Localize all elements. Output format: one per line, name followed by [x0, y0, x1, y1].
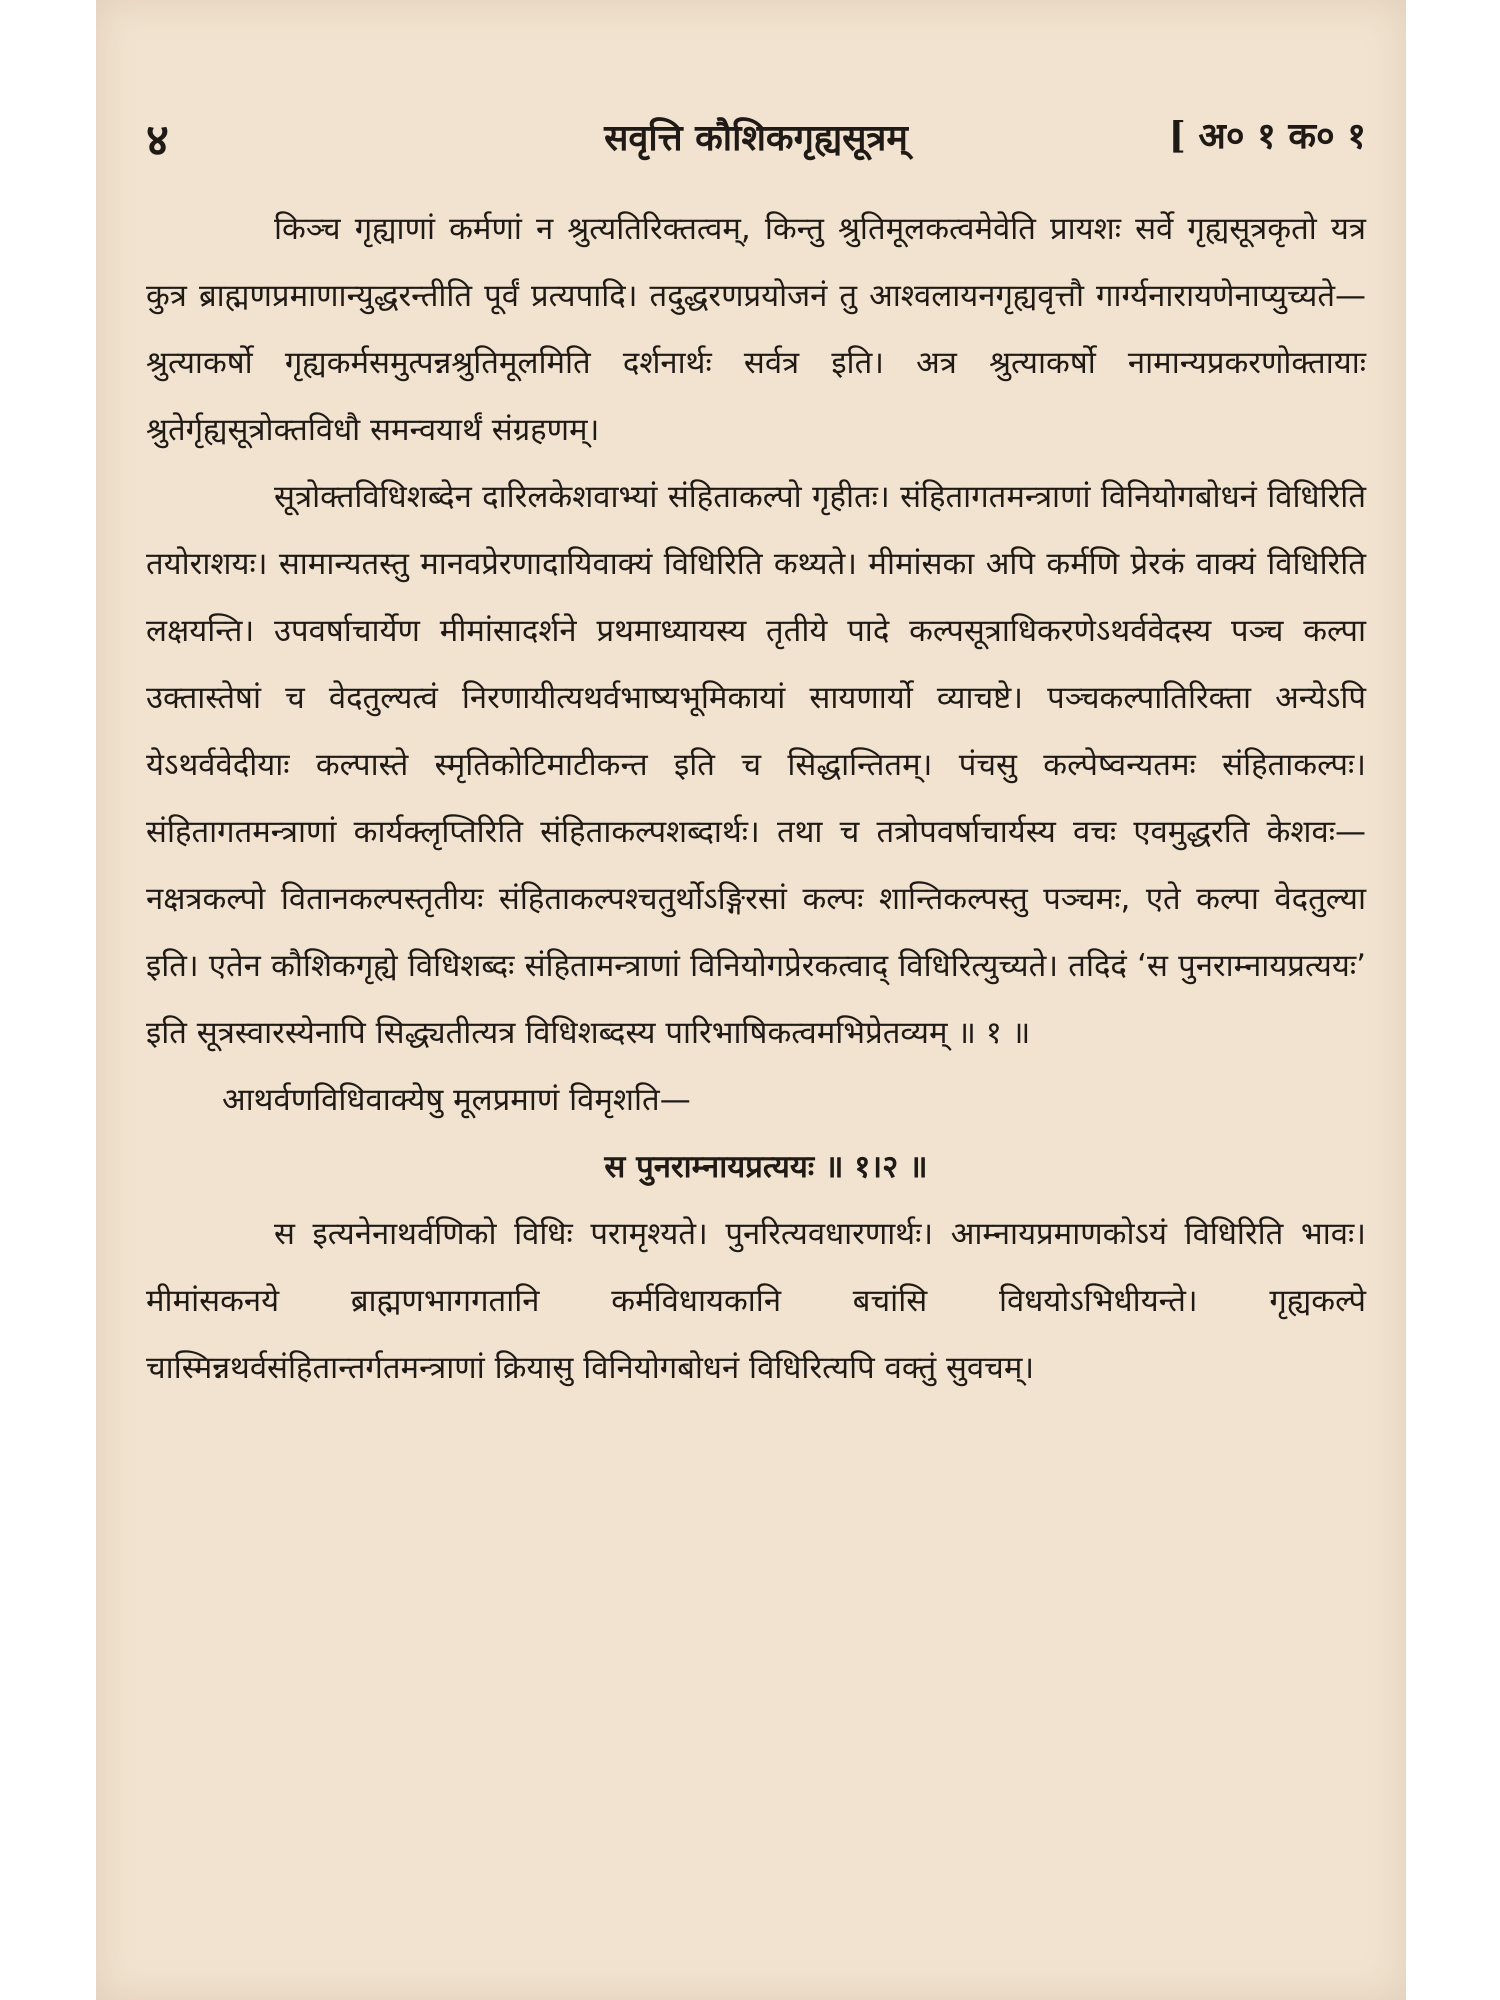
- sutra-introduction: आथर्वणविधिवाक्येषु मूलप्रमाणं विमृशति—: [222, 1082, 691, 1118]
- page-header: [146, 108, 1366, 168]
- book-page: [96, 0, 1406, 2000]
- paragraph-2: सूत्रोक्तविधिशब्देन दारिलकेशवाभ्यां संहिताकल्पो गृहीतः। संहितागतमन्त्राणां विनियोगबोधनं विधिरिति तयोराशयः। सामान्यतस्तु मानवप्रेरणादायिवाक्यं विधिरिति कथ्यते। मीमांसका अपि कर्मणि प्रेरकं वाक्यं विधिरिति लक्षयन्ति। उपवर्षाचार्येण मीमांसादर्शने प्रथमाध्यायस्य तृतीये पादे कल्पसूत्राधिकरणेऽथर्ववेदस्य पञ्च कल्पा उक्तास्तेषां च वेदतुल्यत्वं निरणायीत्यथर्वभाष्यभूमिकायां सायणार्यो व्याचष्टे। पञ्चकल्पातिरिक्ता अन्येऽपि येऽथर्ववेदीयाः कल्पास्ते स्मृतिकोटिमाटीकन्त इति च सिद्धान्तितम्। पंचसु कल्पेष्वन्यतमः संहिताकल्पः। संहितागतमन्त्राणां कार्यक्लृप्तिरिति संहिताकल्पशब्दार्थः। तथा च तत्रोपवर्षाचार्यस्य वचः एवमुद्धरति केशवः—नक्षत्रकल्पो वितानकल्पस्तृतीयः संहिताकल्पश्चतुर्थोऽङ्गिरसां कल्पः शान्तिकल्पस्तु पञ्चमः, एते कल्पा वेदतुल्या इति। एतेन कौशिकगृह्ये विधिशब्दः संहितामन्त्राणां विनियोगप्रेरकत्वाद् विधिरित्युच्यते। तदिदं ‘स पुनराम्नायप्रत्ययः’ इति सूत्रस्वारस्येनापि सिद्ध्यतीत्यत्र विधिशब्दस्य पारिभाषिकत्वमभिप्रेतव्यम् ॥ १ ॥: [146, 479, 1366, 1051]
- body-text: [146, 196, 1366, 1402]
- paragraph-3: स इत्यनेनाथर्वणिको विधिः परामृश्यते। पुनरित्यवधारणार्थः। आम्नायप्रमाणकोऽयं विधिरिति भावः। मीमांसकनये ब्राह्मणभागगतानि कर्मविधायकानि बचांसि विधयोऽभिधीयन्ते। गृह्यकल्पे चास्मिन्नथर्वसंहितान्तर्गतमन्त्राणां क्रियासु विनियोगबोधनं विधिरित्यपि वक्तुं सुवचम्।: [146, 1216, 1366, 1386]
- paragraph-1: किञ्च गृह्याणां कर्मणां न श्रुत्यतिरिक्तत्वम्, किन्तु श्रुतिमूलकत्वमेवेति प्रायशः सर्वे गृह्यसूत्रकृतो यत्र कुत्र ब्राह्मणप्रमाणान्युद्धरन्तीति पूर्वं प्रत्यपादि। तदुद्धरणप्रयोजनं तु आश्वलायनगृह्यवृत्तौ गार्ग्यनारायणेनाप्युच्यते—श्रुत्याकर्षो गृह्यकर्मसमुत्पन्नश्रुतिमूलमिति दर्शनार्थः सर्वत्र इति। अत्र श्रुत्याकर्षो नामान्यप्रकरणोक्तायाः श्रुतेर्गृह्यसूत्रोक्तविधौ समन्वयार्थं संग्रहणम्।: [146, 211, 1366, 448]
- running-title: सवृत्ति कौशिकगृह्यसूत्रम्: [604, 117, 908, 159]
- page-number: ४: [146, 115, 169, 166]
- section-reference: [ अ० १ क० १: [1168, 115, 1366, 157]
- sutra-line: स पुनराम्नायप्रत्ययः ॥ १।२ ॥: [604, 1149, 928, 1185]
